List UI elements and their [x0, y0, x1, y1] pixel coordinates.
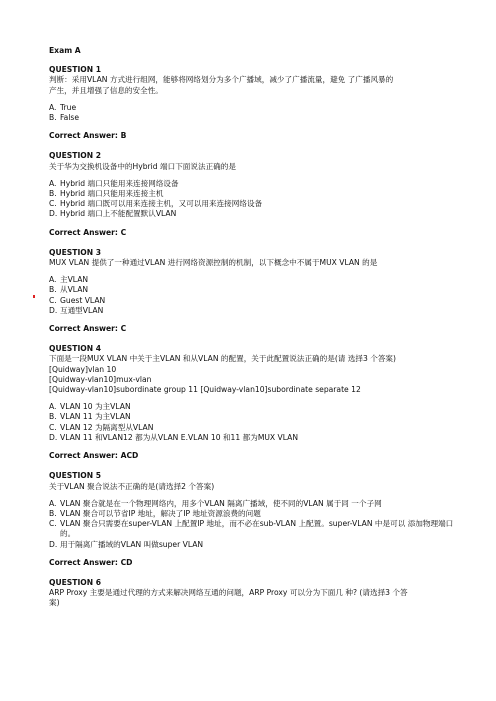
- question-6: [49, 578, 454, 609]
- correct-answer: Correct Answer: B: [49, 131, 127, 141]
- correct-answer: Correct Answer: C: [49, 227, 127, 237]
- exam-title: Exam A: [49, 46, 81, 55]
- option: [49, 296, 454, 306]
- margin-mark: [33, 295, 35, 298]
- question-title: QUESTION 6: [49, 577, 102, 587]
- option: [49, 306, 454, 316]
- option: [49, 103, 454, 113]
- option-letter: A.: [49, 178, 57, 188]
- option-text: 互通型VLAN: [60, 305, 104, 315]
- option-list: [49, 275, 454, 316]
- option-text: 用于隔离广播域的VLAN 叫做super VLAN: [60, 539, 204, 549]
- option-text: False: [60, 113, 80, 123]
- option-text: VLAN 11 和VLAN12 都为从VLAN E.VLAN 10 和11 都为MUX VLAN: [60, 432, 299, 442]
- option-text: VLAN 聚合只需要在super-VLAN 上配置IP 地址，而不必在sub-VLAN 上配置。super-VLAN 中是可以 添加物理端口的。: [60, 519, 454, 539]
- option-letter: A.: [49, 498, 57, 508]
- option: [49, 113, 454, 123]
- option-text: Hybrid 端口只能用来连接网络设备: [60, 178, 179, 188]
- option-list: [49, 103, 454, 123]
- option-text: VLAN 聚合可以节省IP 地址，解决了IP 地址资源浪费的问题: [60, 508, 261, 518]
- option-letter: D.: [49, 539, 58, 549]
- option-letter: B.: [49, 508, 57, 518]
- option-text: True: [60, 102, 77, 112]
- option-text: VLAN 聚合就是在一个物理网络内，用多个VLAN 隔离广播域，使不同的VLAN 属于同 一个子网: [60, 498, 382, 508]
- option-letter: B.: [49, 285, 57, 295]
- document-content: [49, 46, 454, 619]
- correct-answer: Correct Answer: ACD: [49, 451, 139, 461]
- option-list: [49, 402, 454, 443]
- correct-answer: Correct Answer: C: [49, 324, 127, 334]
- option-text: Hybrid 端口上不能配置默认VLAN: [60, 209, 177, 219]
- option-text: 主VLAN: [60, 275, 89, 285]
- option: [49, 423, 454, 433]
- question-1: [49, 65, 454, 141]
- option-letter: B.: [49, 189, 57, 199]
- question-title: QUESTION 1: [49, 65, 102, 75]
- correct-answer: Correct Answer: CD: [49, 557, 133, 567]
- option: [49, 433, 454, 443]
- option: [49, 540, 454, 550]
- option: [49, 509, 454, 519]
- question-stem: MUX VLAN 提供了一种通过VLAN 进行网络资源控制的机制，以下概念中不属于MUX VLAN 的是: [49, 258, 378, 268]
- option-letter: D.: [49, 209, 58, 219]
- option: [49, 402, 454, 412]
- option-letter: A.: [49, 402, 57, 412]
- option: [49, 499, 454, 509]
- question-5: [49, 471, 454, 568]
- option: [49, 519, 454, 539]
- option-text: Hybrid 端口只能用来连接主机: [60, 189, 164, 199]
- option-letter: D.: [49, 305, 58, 315]
- option-text: 从VLAN: [60, 285, 89, 295]
- option-letter: A.: [49, 275, 57, 285]
- option-letter: B.: [49, 412, 57, 422]
- question-3: [49, 248, 454, 334]
- option: [49, 179, 454, 189]
- config-code: [Quidway]vlan 10 [Quidway-vlan10]mux-vlan [Quidway-vlan10]subordinate group 11 [Quidway-vlan10]subordinate separate 12: [49, 364, 361, 395]
- question-title: QUESTION 4: [49, 344, 102, 354]
- question-stem: 下面是一段MUX VLAN 中关于主VLAN 和从VLAN 的配置，关于此配置说法正确的是(请 选择3 个答案): [49, 354, 396, 364]
- question-title: QUESTION 2: [49, 151, 102, 161]
- option-letter: B.: [49, 113, 57, 123]
- question-4: [49, 344, 454, 461]
- question-stem: ARP Proxy 主要是通过代理的方式来解决网络互通的问题，ARP Proxy 可以分为下面几 种? (请选择3 个答 案): [49, 588, 408, 608]
- option: [49, 209, 454, 219]
- question-title: QUESTION 5: [49, 471, 102, 481]
- option-letter: A.: [49, 102, 57, 112]
- question-stem: 关于VLAN 聚合说法不正确的是(请选择2 个答案): [49, 481, 215, 491]
- option-text: VLAN 10 为主VLAN: [60, 402, 131, 412]
- question-title: QUESTION 3: [49, 247, 102, 257]
- question-2: [49, 151, 454, 237]
- option-letter: C.: [49, 199, 57, 209]
- option-list: [49, 179, 454, 220]
- option-list: [49, 499, 454, 550]
- option-text: VLAN 11 为主VLAN: [60, 412, 131, 422]
- option: [49, 199, 454, 209]
- option-letter: C.: [49, 295, 57, 305]
- option-letter: C.: [49, 422, 57, 432]
- option: [49, 412, 454, 422]
- question-stem: 关于华为交换机设备中的Hybrid 端口下面说法正确的是: [49, 161, 236, 171]
- option: [49, 189, 454, 199]
- option-text: VLAN 12 为隔离型从VLAN: [60, 422, 154, 432]
- option: [49, 275, 454, 285]
- option-text: Hybrid 端口既可以用来连接主机，又可以用来连接网络设备: [60, 199, 263, 209]
- option-letter: D.: [49, 432, 58, 442]
- option: [49, 285, 454, 295]
- option-text: Guest VLAN: [60, 295, 106, 305]
- question-stem: 判断：采用VLAN 方式进行组网，能够将网络划分为多个广播域，减少了广播流量，避免 了广播风暴的 产生，并且增强了信息的安全性。: [49, 75, 394, 95]
- option-letter: C.: [49, 519, 57, 529]
